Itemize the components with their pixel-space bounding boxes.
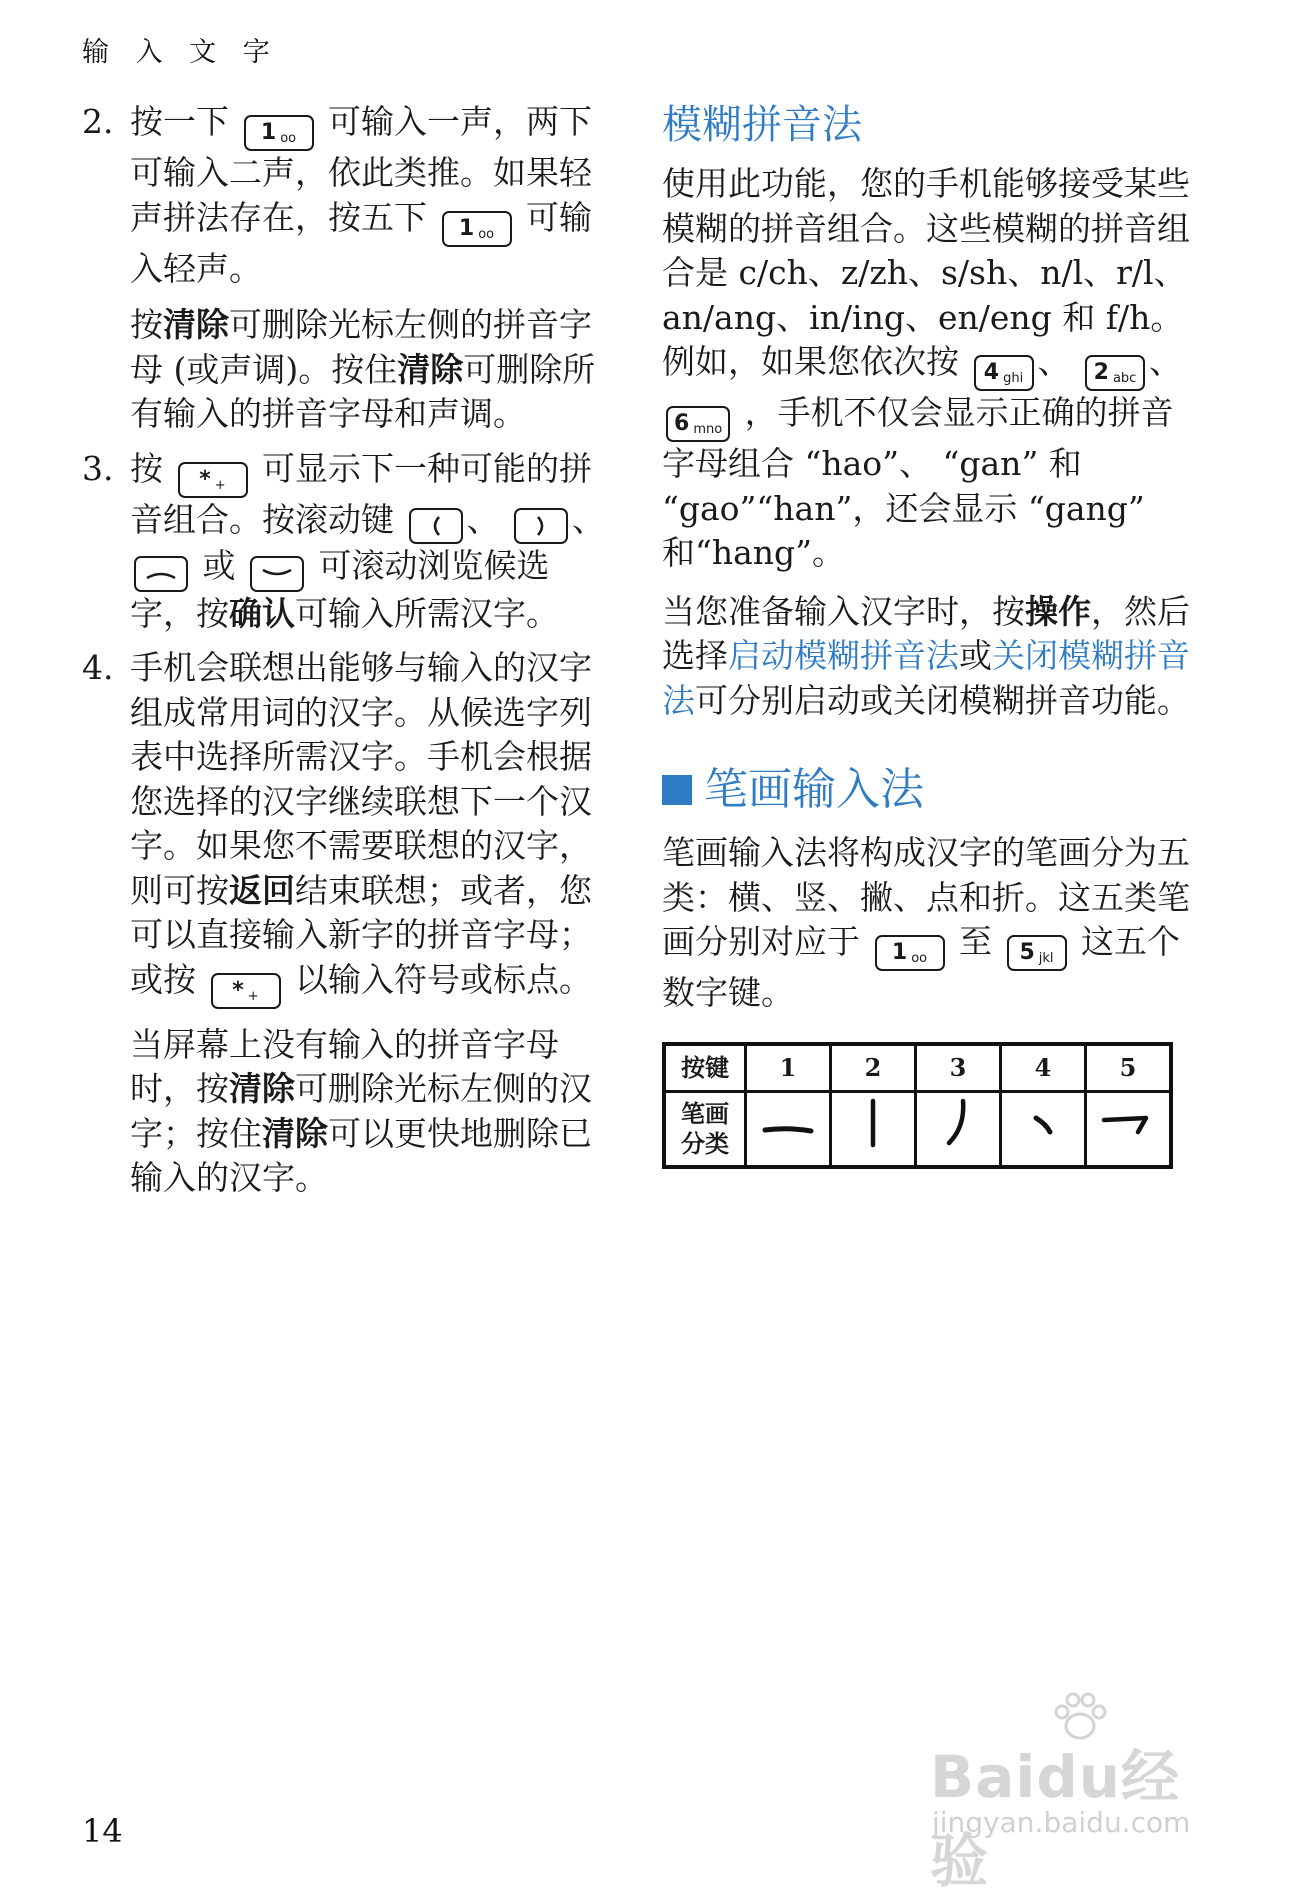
no-pinyin-note: 当屏幕上没有输入的拼音字母时，按清除可删除光标左侧的汉字；按住清除可以更快地删除已输入的汉字。 [130, 1024, 592, 1197]
stroke-heng-icon [746, 1092, 831, 1168]
fuzzy-pinyin-paragraph-2: 当您准备输入汉字时，按操作，然后选择启动模糊拼音法或关闭模糊拼音法可分别启动或关闭模糊拼音功能。 [662, 591, 1190, 720]
key-1-icon: 1 oo [244, 115, 314, 151]
stroke-key-table [662, 1042, 1173, 1170]
key-1-icon: 1 oo [442, 211, 512, 247]
table-col-3: 3 [916, 1044, 1001, 1092]
stroke-zhe-icon [1086, 1092, 1172, 1168]
scroll-down-key-icon [250, 556, 304, 592]
item-number: 2. [82, 102, 114, 141]
stroke-input-heading: 笔画输入法 [662, 763, 1192, 817]
item-number: 3. [82, 448, 114, 488]
key-star-icon: * + [178, 462, 248, 498]
scroll-up-key-icon [134, 556, 188, 592]
scroll-right-key-icon [514, 508, 568, 544]
confirm-label: 确认 [229, 593, 295, 633]
table-col-4: 4 [1001, 1044, 1086, 1092]
key-star-icon: * + [211, 973, 281, 1009]
table-row-label: 笔画 分类 [664, 1092, 746, 1168]
list-item-3: 3. 按 * + 可显示下一种可能的拼音组合。按滚动键 、 、 或 可滚动浏览候选字，按确认可输入所需汉字。 [82, 448, 605, 633]
list-item-2: 2. 按一下 1 oo 可输入一声，两下可输入二声，依此类推。如果轻声拼法存在，按五下 1 oo 可输入轻声。 按清除可删除光标左侧的拼音字母 (或声调)。按住清除可删除所有输入的拼音字母和声调。 [82, 100, 612, 437]
stroke-shu-icon [831, 1092, 916, 1168]
table-row [664, 1092, 1171, 1168]
clear-label: 清除 [229, 1069, 295, 1108]
table-col-5: 5 [1086, 1044, 1172, 1092]
fuzzy-pinyin-paragraph-1: 使用此功能，您的手机能够接受某些模糊的拼音组合。这些模糊的拼音组合是 c/ch、z/zh、s/sh、n/l、r/l、an/ang、in/ing、en/eng 和 f/h。例如，如果您依次按 4 ghi 、 2 abc 、 6 mno ，手机不仅会显示正确的拼音字母组合 “hao”、 “gan” 和 “gao”“han”，还会显示 “gang” 和“hang”。 [662, 164, 1190, 572]
table-header-label: 按键 [664, 1044, 746, 1092]
disable-fuzzy-link: 关闭模糊拼音法 [662, 636, 1190, 720]
key-4-icon: 4 ghi [974, 355, 1034, 391]
scroll-left-key-icon [409, 508, 463, 544]
clear-label: 清除 [397, 349, 464, 389]
key-1-icon: 1 oo [875, 935, 945, 971]
back-label: 返回 [229, 870, 295, 910]
stroke-input-paragraph: 笔画输入法将构成汉字的笔画分为五类：横、竖、撇、点和折。这五类笔画分别对应于 1 oo 至 5 jkl 这五个数字键。 [662, 833, 1190, 1012]
table-col-2: 2 [831, 1044, 916, 1092]
options-label: 操作 [1025, 591, 1091, 631]
enable-fuzzy-link: 启动模糊拼音法 [728, 636, 959, 675]
key-5-icon: 5 jkl [1007, 935, 1067, 971]
stroke-pie-icon [916, 1092, 1001, 1168]
fuzzy-pinyin-heading: 模糊拼音法 [662, 102, 862, 148]
running-header: 输 入 文 字 [82, 37, 279, 68]
stroke-dian-icon [1001, 1092, 1086, 1168]
left-column [82, 100, 612, 1201]
key-2-icon: 2 abc [1085, 355, 1145, 391]
list-item-4: 4. 手机会联想出能够与输入的汉字组成常用词的汉字。从候选字列表中选择所需汉字。手机会根据您选择的汉字继续联想下一个汉字。如果您不需要联想的汉字，则可按返回结束联想；或者，您可以直接输入新字的拼音字母；或按 * + 以输入符号或标点。 [82, 646, 612, 1009]
heading-square-icon [662, 775, 692, 805]
key-6-icon: 6 mno [666, 406, 730, 442]
table-header-row [664, 1044, 1171, 1092]
right-column [662, 100, 1192, 1169]
clear-label: 清除 [163, 305, 229, 344]
table-col-1: 1 [746, 1044, 831, 1092]
item-2-note: 按清除可删除光标左侧的拼音字母 (或声调)。按住清除可删除所有输入的拼音字母和声调。 [130, 305, 596, 433]
baidu-watermark: Baidu经验 jingyan.baidu.com [930, 1690, 1230, 1850]
item-number: 4. [82, 648, 114, 687]
clear-label: 清除 [262, 1113, 328, 1153]
page-number: 14 [82, 1812, 123, 1850]
